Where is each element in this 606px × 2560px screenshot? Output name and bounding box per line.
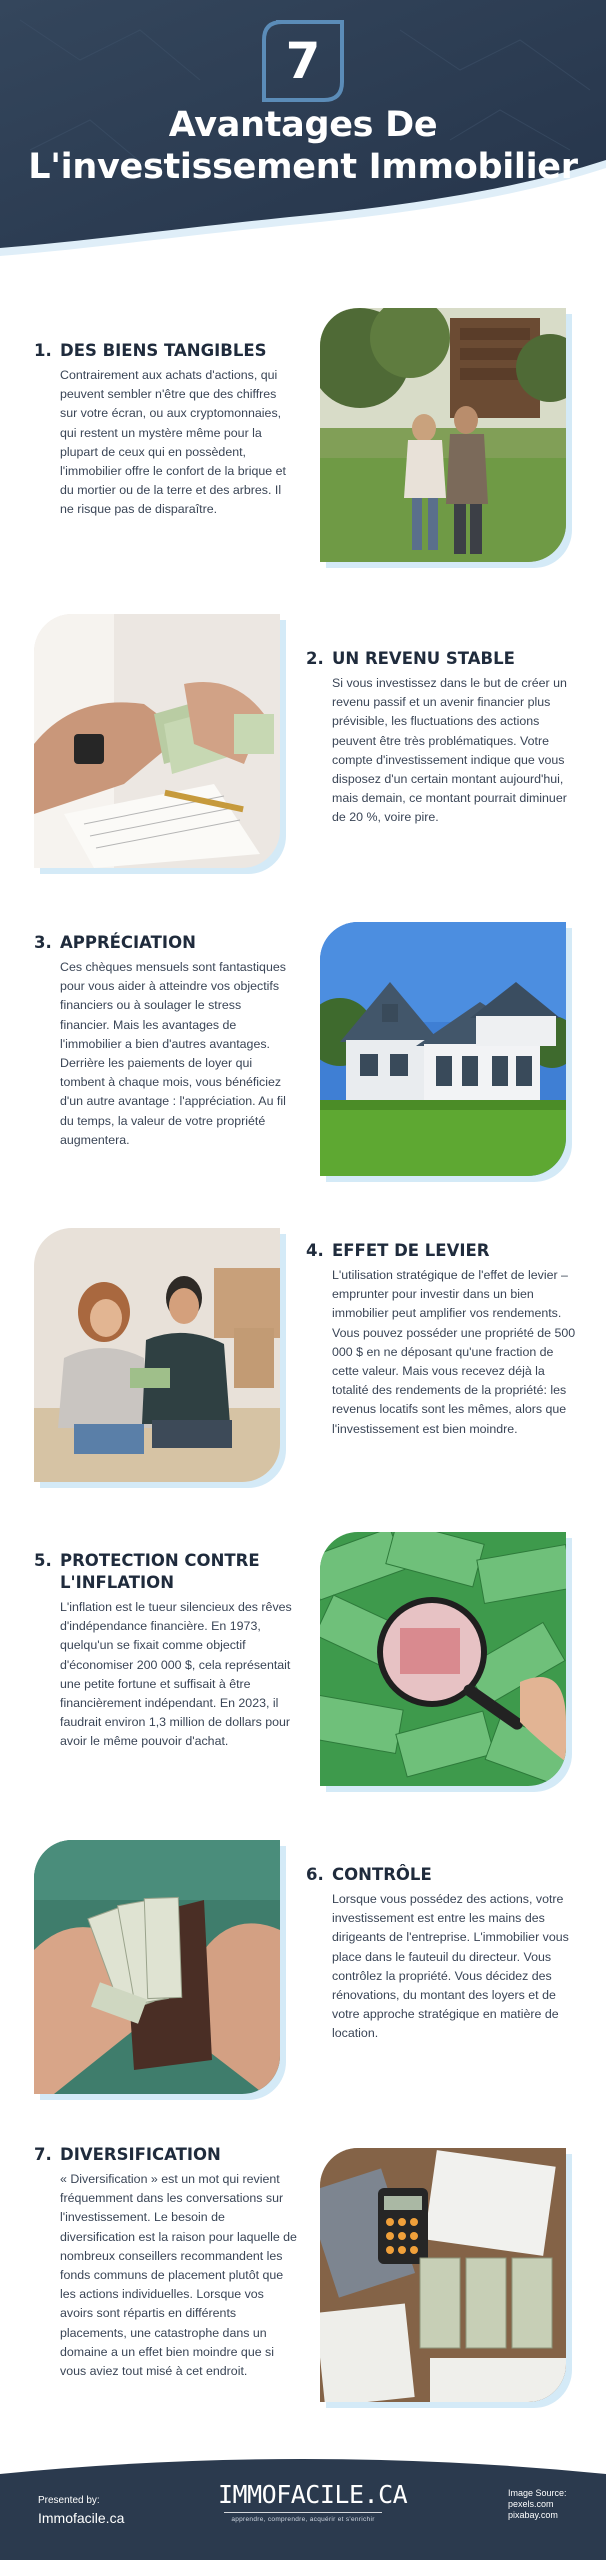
section-body: L'inflation est le tueur silencieux des rêves d'indépendance financière. En 1973, quelqu'un se fixait comme objectif d'économiser 200 000 $, cela représentait une petite fortune et suffisait à être financièrement indépendant. En 2023, il faudrait environ 1,3 million de dollars pour avoir le même pouvoir d'achat.	[60, 1600, 292, 1749]
section-text	[306, 1864, 576, 2044]
section-stable-income	[0, 608, 606, 878]
section-leverage	[0, 1222, 606, 1508]
page-title	[0, 104, 606, 188]
presented-site-link[interactable]: Immofacile.ca	[38, 2510, 125, 2526]
section-heading	[306, 648, 576, 670]
section-heading	[34, 2144, 298, 2166]
section-title: APPRÉCIATION	[60, 933, 196, 952]
section-title: CONTRÔLE	[332, 1865, 432, 1884]
image-sources	[508, 2488, 567, 2521]
section-number: 2.	[306, 649, 324, 668]
section-body: Si vous investissez dans le but de créer un revenu passif et un avenir financier plus prévisible, les fluctuations des actions peuvent être très problématiques. Votre compte d'investissement indique que vous disposez d'un certain montant aujourd'hui, mais demain, ce montant pourrait diminuer de 20 %, voire pire.	[332, 676, 567, 825]
section-heading	[34, 1550, 298, 1594]
section-text	[34, 1550, 298, 1752]
section-body: Lorsque vous possédez des actions, votre investissement est entre les mains des dirigeants de l'entreprise. L'immobilier vous place dans le fauteuil du directeur. Vous contrôlez la propriété. Vous décidez des rénovations, du montant des loyers et de votre approche stratégique en matière de location.	[332, 1892, 569, 2041]
section-body: « Diversification » est un mot qui revient fréquemment dans les conversations sur l'investissement. Le besoin de diversification est la raison pour laquelle de nombreux conseillers recommandent les fonds communs de placement plutôt que les actions individuelles. Lorsque vos avoirs sont répartis en différents placements, une catastrophe dans un domaine a un effet bien moindre que si vous aviez tout misé à cet endroit.	[60, 2172, 297, 2379]
logo-underline	[224, 2512, 382, 2513]
section-text	[306, 648, 576, 828]
section-appreciation	[0, 914, 606, 1194]
presented-label: Presented by:	[38, 2495, 100, 2506]
section-inflation-protection	[0, 1538, 606, 1808]
logo-tagline: apprendre, comprendre, acquérir et s'enrichir	[231, 2516, 375, 2523]
section-heading	[34, 340, 290, 362]
section-heading	[306, 1864, 576, 1886]
presented-by	[38, 2494, 124, 2527]
section-text	[34, 2144, 298, 2381]
section-text	[34, 340, 290, 520]
section-title: PROTECTION CONTRE L'INFLATION	[60, 1551, 260, 1592]
section-title: UN REVENU STABLE	[332, 649, 515, 668]
source-label: Image Source:	[508, 2488, 567, 2498]
section-diversification	[0, 2140, 606, 2440]
logo-text: IMMOFACILE.CA	[218, 2480, 408, 2509]
section-text	[306, 1240, 576, 1439]
section-number: 3.	[34, 933, 52, 952]
section-number: 1.	[34, 341, 52, 360]
header	[0, 0, 606, 280]
source-pexels-link[interactable]: pexels.com	[508, 2499, 554, 2509]
section-title: DIVERSIFICATION	[60, 2145, 221, 2164]
section-tangible-assets	[0, 300, 606, 570]
title-line-1: Avantages De	[168, 105, 438, 145]
section-number: 4.	[306, 1241, 324, 1260]
section-number: 5.	[34, 1551, 52, 1570]
section-body: L'utilisation stratégique de l'effet de levier – emprunter pour investir dans un bien immobilier peut amplifier vos rendements. Vous pouvez posséder une propriété de 500 000 $ en ne déposant qu'une fraction de cette valeur. Mais vous recevez déjà la totalité des rendements de la propriété: les revenus locatifs sont les mêmes, alors que l'investissement est bien moindre.	[332, 1268, 576, 1436]
number-badge	[262, 20, 344, 102]
section-heading	[306, 1240, 576, 1262]
title-line-2: L'investissement Immobilier	[28, 147, 578, 187]
section-number: 7.	[34, 2145, 52, 2164]
badge-number: 7	[285, 32, 321, 90]
section-control	[0, 1838, 606, 2108]
section-number: 6.	[306, 1865, 324, 1884]
section-text	[34, 932, 294, 1150]
section-title: DES BIENS TANGIBLES	[60, 341, 267, 360]
section-body: Ces chèques mensuels sont fantastiques pour vous aider à atteindre vos objectifs financiers ou à soulager le stress financier. Mais les avantages de l'immobilier a bien d'autres avantages. Derrière les paiements de loyer qui tombent à chaque mois, vous bénéficiez d'un autre avantage : l'appréciation. Au fil du temps, la valeur de votre propriété augmentera.	[60, 960, 286, 1147]
immofacile-logo[interactable]	[218, 2480, 408, 2523]
section-title: EFFET DE LEVIER	[332, 1241, 490, 1260]
source-pixabay-link[interactable]: pixabay.com	[508, 2510, 558, 2520]
section-heading	[34, 932, 294, 954]
section-body: Contrairement aux achats d'actions, qui peuvent sembler n'être que des chiffres sur votre écran, ou aux cryptomonnaies, qui restent un mystère même pour la plupart de ceux qui en possèdent, l'immobilier offre le confort de la brique et du mortier ou de la terre et des arbres. Il ne risque pas de disparaître.	[60, 368, 286, 517]
